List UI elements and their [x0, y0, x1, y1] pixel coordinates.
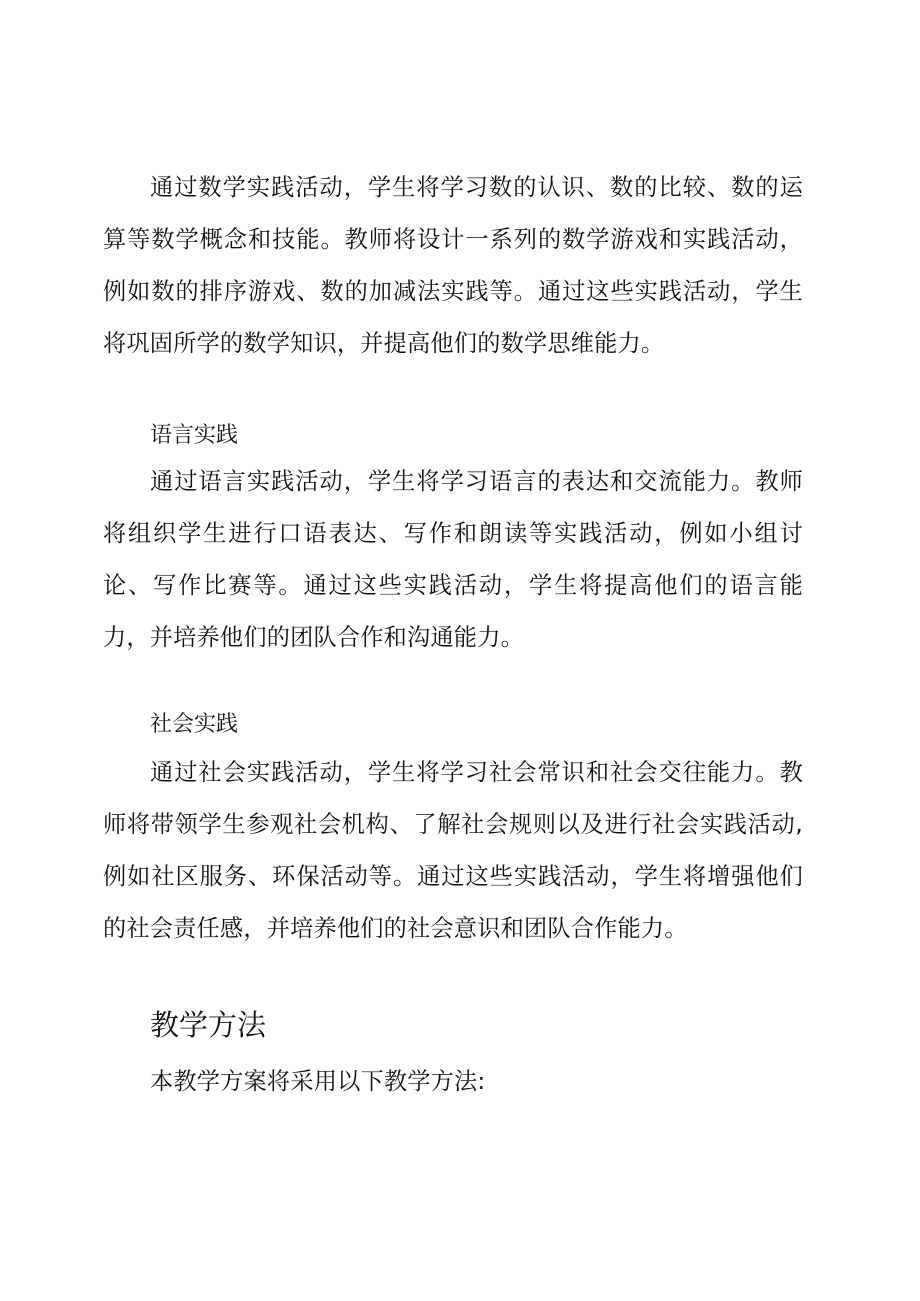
- language-practice-heading: 语言实践: [150, 423, 239, 448]
- teaching-methods-intro: 本教学方案将采用以下教学方法:: [150, 1068, 486, 1095]
- social-practice-paragraph: 通过社会实践活动，学生将学习社会常识和社会交往能力。教师将带领学生参观社会机构、了解社会规则以及进行社会实践活动,例如社区服务、环保活动等。通过这些实践活动，学生将增强他们的社会责任感，并培养他们的社会意识和团队合作能力。: [103, 759, 803, 942]
- social-practice-heading: 社会实践: [150, 712, 239, 737]
- language-practice-paragraph: 通过语言实践活动，学生将学习语言的表达和交流能力。教师将组织学生进行口语表达、写作和朗读等实践活动，例如小组讨论、写作比赛等。通过这些实践活动，学生将提高他们的语言能力，并培养他们的团队合作和沟通能力。: [103, 468, 803, 651]
- teaching-methods-heading: 教学方法: [150, 1008, 267, 1042]
- math-practice-paragraph: 通过数学实践活动，学生将学习数的认识、数的比较、数的运算等数学概念和技能。教师将设计一系列的数学游戏和实践活动，例如数的排序游戏、数的加减法实践等。通过这些实践活动，学生将巩固所学的数学知识，并提高他们的数学思维能力。: [103, 174, 803, 357]
